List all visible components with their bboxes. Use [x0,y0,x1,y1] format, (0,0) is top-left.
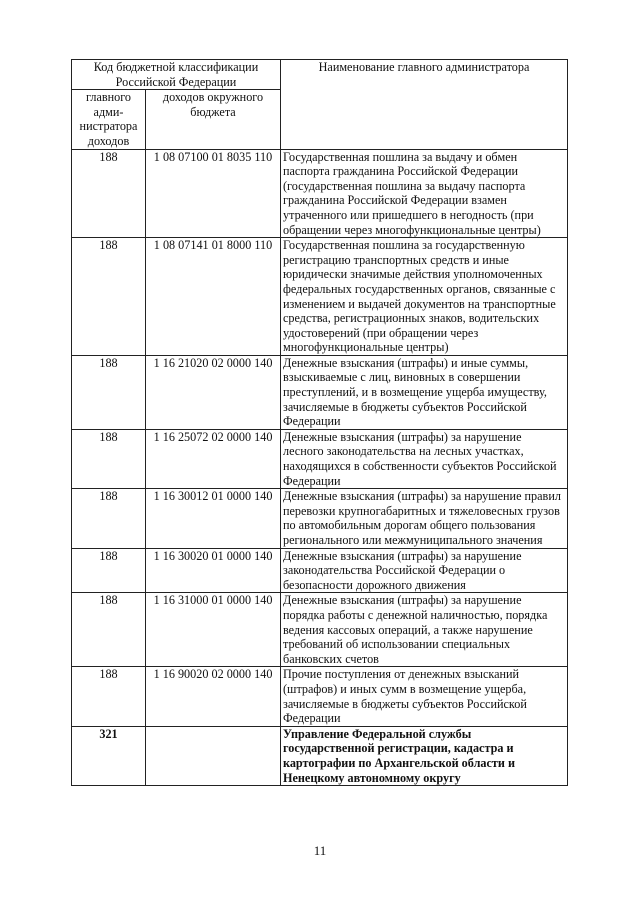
admin-code-cell: 188 [72,489,146,548]
administrator-name-cell: Денежные взыскания (штрафы) за нарушение лесного законодательства на лесных участках, находящихся в собственности субъектов Российской Федерации [281,429,568,488]
budget-classification-header: Код бюджетной классификации Российской Федерации [72,60,281,90]
table-row [72,149,568,238]
table-body [72,149,568,786]
table-row [72,726,568,785]
table-row [72,429,568,488]
administrator-name-cell: Государственная пошлина за выдачу и обмен паспорта гражданина Российской Федерации (государственная пошлина за выдачу паспорта гражданина Российской Федерации взамен утраченного или пришедшего в негодность (при обращении через многофункциональные центры) [281,149,568,238]
administrator-name-cell: Денежные взыскания (штрафы) и иные суммы, взыскиваемые с лиц, виновных в совершении преступлений, и в возмещение ущерба имуществу, зачисляемые в бюджеты субъектов Российской Федерации [281,355,568,429]
administrator-name-cell: Управление Федеральной службы государственной регистрации, кадастра и картографии по Архангельской области и Ненецкому автономному округу [281,726,568,785]
admin-code-cell: 188 [72,593,146,667]
revenue-code-cell: 1 16 21020 02 0000 140 [146,355,281,429]
revenue-code-cell: 1 08 07100 01 8035 110 [146,149,281,238]
revenue-code-cell: 1 16 90020 02 0000 140 [146,667,281,726]
administrator-name-cell: Прочие поступления от денежных взысканий (штрафов) и иных сумм в возмещение ущерба, зачисляемые в бюджеты субъектов Российской Федерации [281,667,568,726]
revenue-code-cell: 1 16 25072 02 0000 140 [146,429,281,488]
revenue-administrators-table [71,59,568,786]
table-row [72,667,568,726]
revenue-code-cell: 1 16 30020 01 0000 140 [146,548,281,593]
revenue-code-cell [146,726,281,785]
administrator-name-cell: Денежные взыскания (штрафы) за нарушение законодательства Российской Федерации о безопасности дорожного движения [281,548,568,593]
main-administrator-header: главного адми-нистратора доходов [72,90,146,149]
admin-code-cell: 188 [72,548,146,593]
table-row [72,489,568,548]
revenue-code-cell: 1 16 31000 01 0000 140 [146,593,281,667]
admin-code-cell: 188 [72,355,146,429]
administrator-name-cell: Денежные взыскания (штрафы) за нарушение порядка работы с денежной наличностью, порядка ведения кассовых операций, а также нарушение требований об использовании специальных банковских счетов [281,593,568,667]
table-row [72,355,568,429]
administrator-name-cell: Денежные взыскания (штрафы) за нарушение правил перевозки крупногабаритных и тяжеловесных грузов по автомобильным дорогам общего пользования регионального или межмуниципального значения [281,489,568,548]
admin-code-cell: 188 [72,149,146,238]
revenue-code-cell: 1 16 30012 01 0000 140 [146,489,281,548]
table-row [72,593,568,667]
admin-code-cell: 188 [72,667,146,726]
revenue-code-cell: 1 08 07141 01 8000 110 [146,238,281,356]
table-row [72,238,568,356]
administrator-name-cell: Государственная пошлина за государственную регистрацию транспортных средств и иные юридически значимые действия уполномоченных федеральных государственных органов, связанные с изменением и выдачей документов на транспортные средства, регистрационных знаков, водительских удостоверений (при обращении через многофункциональные центры) [281,238,568,356]
admin-code-cell: 188 [72,429,146,488]
admin-code-cell: 321 [72,726,146,785]
administrator-name-header: Наименование главного администратора [281,60,568,150]
admin-code-cell: 188 [72,238,146,356]
header-row-group [72,60,568,90]
table-row [72,548,568,593]
revenue-code-header: доходов окружного бюджета [146,90,281,149]
page-number: 11 [313,843,327,858]
